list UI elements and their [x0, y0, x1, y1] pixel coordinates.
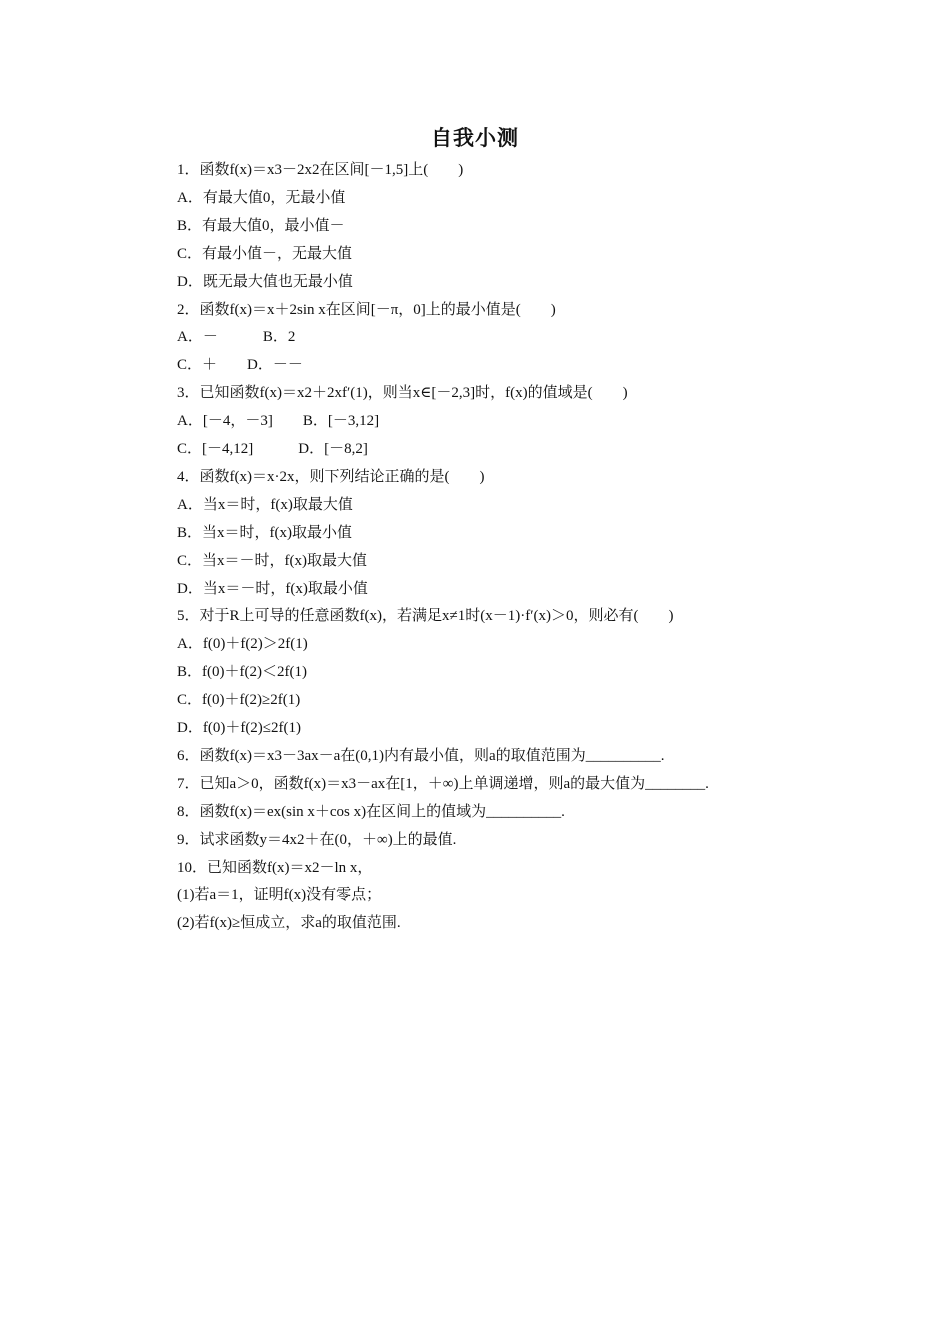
question-line: 3．已知函数f(x)＝x2＋2xf′(1)，则当x∈[－2,3]时，f(x)的值域是( ) — [177, 385, 628, 402]
question-line: 4．函数f(x)＝x·2x，则下列结论正确的是( ) — [177, 468, 485, 485]
question-line: D．既无最大值也无最小值 — [177, 273, 353, 290]
question-line: A．[－4，－3] B．[－3,12] — [177, 413, 380, 430]
question-line: A．f(0)＋f(2)＞2f(1) — [177, 636, 308, 653]
question-line: B．当x＝时，f(x)取最小值 — [177, 524, 352, 541]
question-line: (2)若f(x)≥恒成立，求a的取值范围. — [177, 915, 401, 932]
question-line: 9．试求函数y＝4x2＋在(0，＋∞)上的最值. — [177, 831, 457, 848]
question-line: D．f(0)＋f(2)≤2f(1) — [177, 720, 302, 736]
question-line: B．f(0)＋f(2)＜2f(1) — [177, 664, 307, 681]
question-line: 7．已知a＞0，函数f(x)＝x3－ax在[1，＋∞)上单调递增，则a的最大值为________. — [177, 775, 709, 792]
question-line: C．f(0)＋f(2)≥2f(1) — [177, 692, 301, 709]
question-line: D．当x＝－时，f(x)取最小值 — [177, 580, 368, 597]
question-line: A．－ B．2 — [177, 329, 296, 346]
question-line: 2．函数f(x)＝x＋2sin x在区间[－π，0]上的最小值是( ) — [177, 301, 556, 318]
question-line: C．当x＝－时，f(x)取最大值 — [177, 552, 367, 569]
question-line: C．有最小值－，无最大值 — [177, 245, 353, 262]
question-line: 5．对于R上可导的任意函数f(x)，若满足x≠1时(x－1)·f′(x)＞0，则必有( ) — [177, 608, 674, 625]
question-line: B．有最大值0，最小值－ — [177, 217, 345, 234]
question-line: C．＋ D．－－ — [177, 357, 303, 374]
question-line: A．有最大值0，无最小值 — [177, 189, 346, 206]
question-line: A．当x＝时，f(x)取最大值 — [177, 496, 353, 513]
question-line: 6．函数f(x)＝x3－3ax－a在(0,1)内有最小值，则a的取值范围为__________. — [177, 747, 665, 764]
question-line: 10．已知函数f(x)＝x2－ln x， — [177, 859, 373, 876]
page-title: 自我小测 — [431, 126, 519, 150]
question-line: 8．函数f(x)＝ex(sin x＋cos x)在区间上的值域为__________. — [177, 803, 565, 820]
question-line: 1．函数f(x)＝x3－2x2在区间[－1,5]上( ) — [177, 162, 464, 178]
question-line: (1)若a＝1，证明f(x)没有零点； — [177, 887, 382, 904]
question-line: C．[－4,12] D．[－8,2] — [177, 441, 368, 457]
